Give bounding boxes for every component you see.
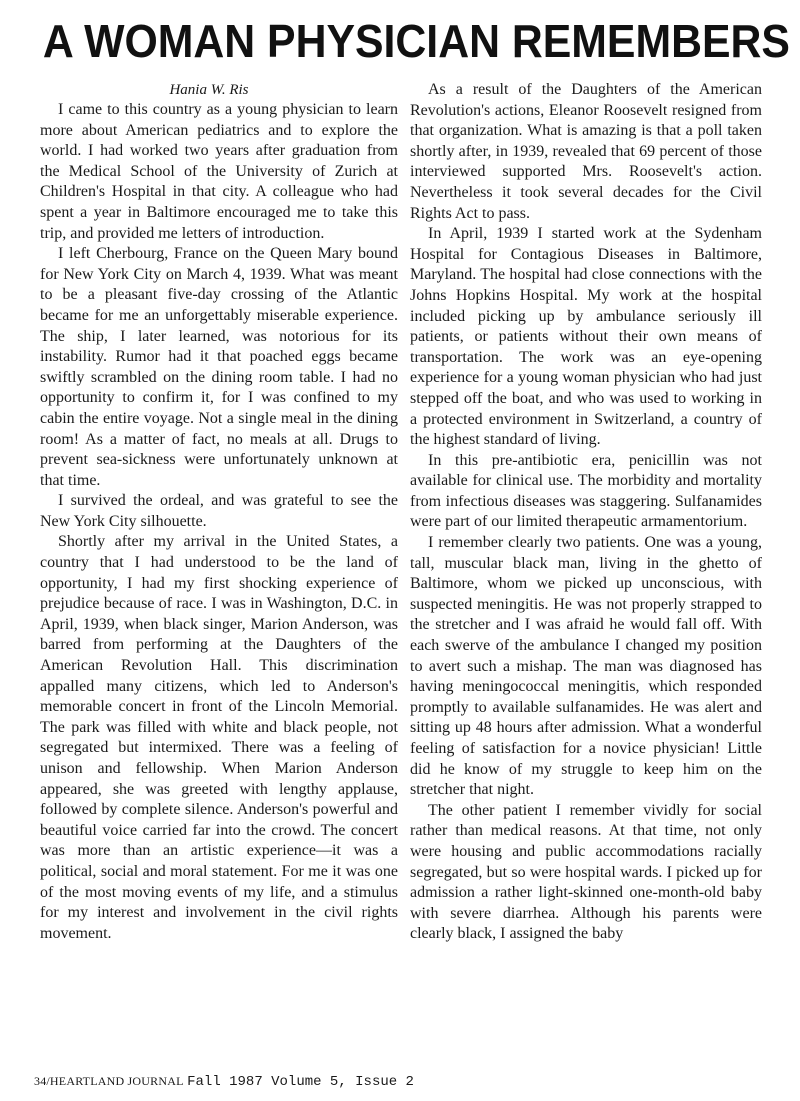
paragraph: As a result of the Daughters of the American Revolution's actions, Eleanor Roosevelt resigned from that organization. What is amazing is that a poll taken shortly after, in 1939, revealed that 69 percent of those interviewed supported Mrs. Roosevelt's action. Nevertheless it took several decades for the Civil Rights Act to pass. [410,81,762,222]
paragraph: Shortly after my arrival in the United States, a country that I had understood to be the land of opportunity, I had my first shocking experience of prejudice because of race. I was in Washington, D.C. in April, 1939, when black singer, Marion Anderson, was barred from performing at the Daughters of the American Revolution Hall. This discrimination appalled many citizens, which led to Anderson's memorable concert in front of the Lincoln Memorial. The park was filled with white and black people, not segregated but intermixed. There was a feeling of unison and fellowship. When Marion Anderson appeared, she was greeted with lengthy applause, followed by complete silence. Anderson's powerful and beautiful voice carried far into the crowd. The concert was more than an artistic experience—it was a political, social and moral statement. For me it was one of the most moving events of my life, and a stimulus for my interest and involvement in the civil rights movement. [40,533,398,942]
page-footer [34,1072,414,1091]
right-column [410,80,762,945]
paragraph: I remember clearly two patients. One was a young, tall, muscular black man, living in the ghetto of Baltimore, whom we picked up unconscious, with suspected meningitis. He was not properly strapped to the stretcher and I was afraid he would fall off. With each swerve of the ambulance I changed my position to avert such a mishap. The man was diagnosed has having meningococcal meningitis, which responded promptly to available sulfanamides. He was alert and sitting up 48 hours after admission. What a wonderful feeling of satisfaction for a novice physician! Little did he know of my struggle to keep him on the stretcher that night. [410,534,762,799]
left-column [40,80,398,944]
paragraph: I survived the ordeal, and was grateful to see the New York City silhouette. [40,492,398,530]
paragraph: I came to this country as a young physician to learn more about American pediatrics and to explore the world. I had worked two years after graduation from the Medical School of the University of Zurich at Children's Hospital in that city. A colleague who had spent a year in Baltimore encouraged me to take this trip, and provided me letters of introduction. [40,101,398,242]
footer-publication: 34/HEARTLAND JOURNAL [34,1074,184,1088]
footer-issue: Fall 1987 Volume 5, Issue 2 [187,1074,414,1090]
author-byline: Hania W. Ris [169,82,249,98]
paragraph: In April, 1939 I started work at the Sydenham Hospital for Contagious Diseases in Baltimore, Maryland. The hospital had close connections with the Johns Hopkins Hospital. My work at the hospital included picking up by ambulance seriously ill patients, or patients without their own means of transportation. The work was an eye-opening experience for a young woman physician who had just stepped off the boat, and who was used to working in a protected environment in Switzerland, a country of the highest standard of living. [410,225,762,449]
paragraph: The other patient I remember vividly for social rather than medical reasons. At that time, not only were housing and public accommodations racially segregated, but so were hospital wards. I picked up for admission a rather light-skinned one-month-old baby with severe diarrhea. Although his parents were clearly black, I assigned the baby [410,801,762,943]
paragraph: In this pre-antibiotic era, penicillin was not available for clinical use. The morbidity and mortality from infectious diseases was staggering. Sulfanamides were part of our limited therapeutic armamentorium. [410,451,762,531]
article-title: A WOMAN PHYSICIAN REMEMBERS [42,15,790,67]
paragraph: I left Cherbourg, France on the Queen Mary bound for New York City on March 4, 1939. What was meant to be a pleasant five-day crossing of the Atlantic became for me an unforgettably miserable experience. The ship, I later learned, was notorious for its instability. Rumor had it that poached eggs became swiftly scrambled on the dining room table. I had no opportunity to confirm it, for I was confined to my cabin the entire voyage. Not a single meal in the dining room! As a matter of fact, no meals at all. Drugs to prevent sea-sickness were unfortunately unknown at that time. [40,245,398,489]
